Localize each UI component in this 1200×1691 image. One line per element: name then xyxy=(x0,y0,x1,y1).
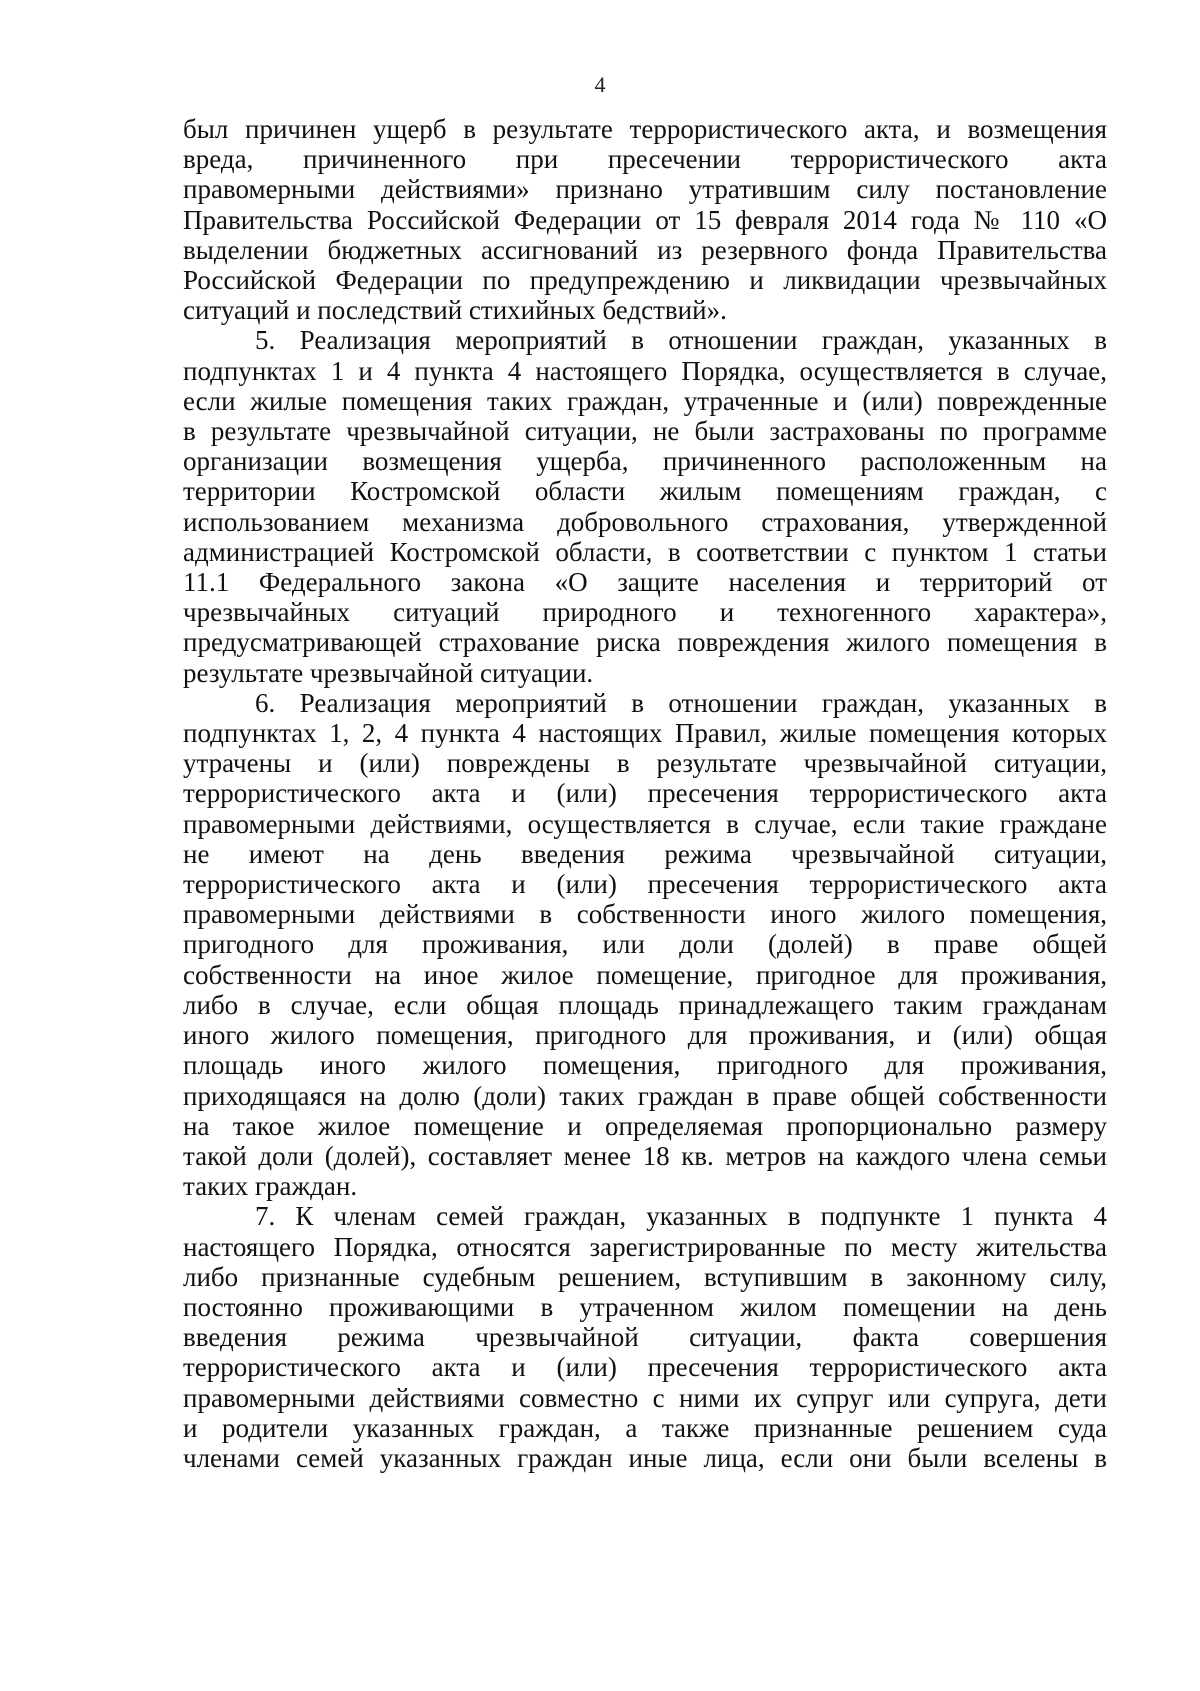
text-line: такой доли (долей), составляет менее 18 кв. метров на каждого члена семьи xyxy=(183,1140,1107,1171)
text-line: вреда, причиненного при пресечении террористического акта xyxy=(183,144,1107,175)
text-line: членами семей указанных граждан иные лица, если они были вселены в xyxy=(183,1442,1107,1473)
text-line: был причинен ущерб в результате террористического акта, и возмещения xyxy=(183,114,1107,144)
text-line: террористического акта и (или) пресечения террористического акта xyxy=(183,1352,1107,1383)
text-line: подпунктах 1, 2, 4 пункта 4 настоящих Правил, жилые помещения которых xyxy=(183,718,1107,749)
document-body xyxy=(183,114,1107,1473)
text-line: в результате чрезвычайной ситуации, не были застрахованы по программе xyxy=(183,416,1107,447)
text-line: пригодного для проживания, или доли (долей) в праве общей xyxy=(183,929,1107,960)
text-line: территории Костромской области жилым помещениям граждан, с xyxy=(183,476,1107,507)
text-line: организации возмещения ущерба, причиненного расположенным на xyxy=(183,446,1107,477)
text-line: террористического акта и (или) пресечения террористического акта xyxy=(183,869,1107,900)
text-line: 7. К членам семей граждан, указанных в подпункте 1 пункта 4 xyxy=(255,1201,1107,1232)
text-line: ситуаций и последствий стихийных бедствий». xyxy=(183,295,727,326)
text-line: таких граждан. xyxy=(183,1171,358,1202)
text-line: иного жилого помещения, пригодного для проживания, и (или) общая xyxy=(183,1020,1107,1051)
text-line: собственности на иное жилое помещение, пригодное для проживания, xyxy=(183,959,1107,990)
text-line: введения режима чрезвычайной ситуации, факта совершения xyxy=(183,1322,1107,1353)
text-line: выделении бюджетных ассигнований из резервного фонда Правительства xyxy=(183,234,1107,265)
text-line: либо в случае, если общая площадь принадлежащего таким гражданам xyxy=(183,989,1107,1020)
text-line: площадь иного жилого помещения, пригодного для проживания, xyxy=(183,1050,1107,1081)
text-line: правомерными действиями, осуществляется в случае, если такие граждане xyxy=(183,808,1107,839)
text-line: постоянно проживающими в утраченном жилом помещении на день xyxy=(183,1291,1107,1322)
text-line: чрезвычайных ситуаций природного и техногенного характера», xyxy=(183,597,1107,628)
text-line: правомерными действиями» признано утратившим силу постановление xyxy=(183,174,1107,205)
text-line: и родители указанных граждан, а также признанные решением суда xyxy=(183,1412,1107,1443)
text-line: не имеют на день введения режима чрезвычайной ситуации, xyxy=(183,838,1107,869)
text-line: использованием механизма добровольного страхования, утвержденной xyxy=(183,506,1107,537)
text-line: результате чрезвычайной ситуации. xyxy=(183,657,594,688)
text-line: правомерными действиями в собственности иного жилого помещения, xyxy=(183,899,1107,930)
text-line: администрацией Костромской области, в соответствии с пунктом 1 статьи xyxy=(183,536,1107,567)
text-line: Российской Федерации по предупреждению и ликвидации чрезвычайных xyxy=(183,265,1107,296)
text-line: 11.1 Федерального закона «О защите населения и территорий от xyxy=(183,567,1107,598)
text-line: если жилые помещения таких граждан, утраченные и (или) поврежденные xyxy=(183,385,1107,416)
text-line: настоящего Порядка, относятся зарегистрированные по месту жительства xyxy=(183,1231,1107,1262)
text-line: террористического акта и (или) пресечения террористического акта xyxy=(183,778,1107,809)
text-line: либо признанные судебным решением, вступившим в законному силу, xyxy=(183,1261,1107,1292)
text-line: приходящаяся на долю (доли) таких граждан в праве общей собственности xyxy=(183,1080,1107,1111)
text-line: утрачены и (или) повреждены в результате чрезвычайной ситуации, xyxy=(183,748,1107,779)
text-line: правомерными действиями совместно с ними их супруг или супруга, дети xyxy=(183,1382,1107,1413)
text-line: подпунктах 1 и 4 пункта 4 настоящего Порядка, осуществляется в случае, xyxy=(183,355,1107,386)
text-line: на такое жилое помещение и определяемая пропорционально размеру xyxy=(183,1110,1107,1141)
text-line: 5. Реализация мероприятий в отношении граждан, указанных в xyxy=(255,325,1107,356)
text-line: 6. Реализация мероприятий в отношении граждан, указанных в xyxy=(255,687,1107,718)
text-line: предусматривающей страхование риска повреждения жилого помещения в xyxy=(183,627,1107,658)
page-number: 4 xyxy=(594,72,606,97)
text-line: Правительства Российской Федерации от 15 февраля 2014 года № 110 «О xyxy=(183,204,1107,235)
